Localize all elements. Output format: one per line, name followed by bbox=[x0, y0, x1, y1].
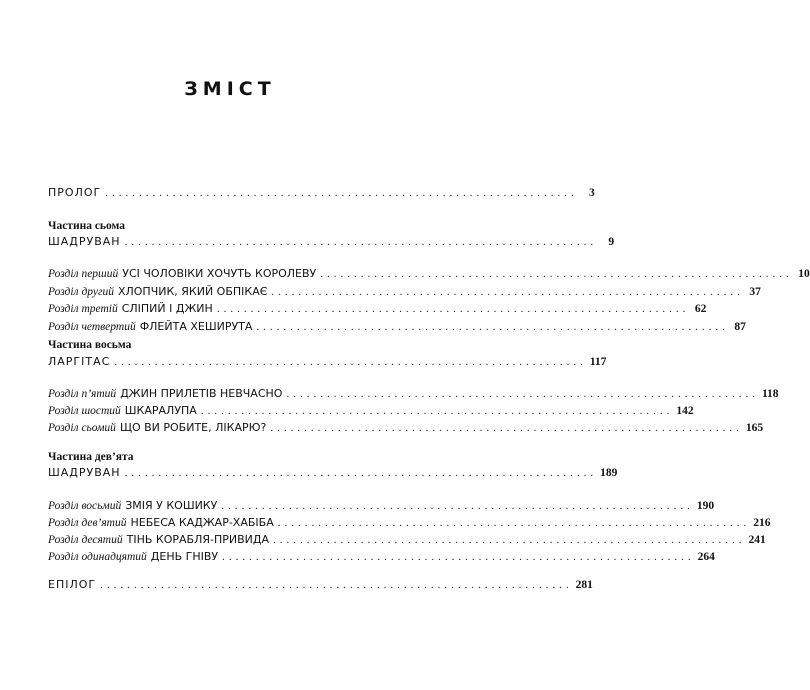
page-number: 216 bbox=[753, 517, 771, 529]
entry-title: ШАДРУВАН bbox=[48, 235, 121, 248]
page-number: 165 bbox=[745, 422, 764, 434]
page-number: 190 bbox=[696, 500, 715, 512]
entry-title: СЛІПИЙ І ДЖИН bbox=[121, 302, 213, 315]
entry-title: ЛАРГІТАС bbox=[48, 355, 111, 368]
entry-title: ЕПІЛОГ bbox=[48, 578, 97, 591]
leader-dots: ...................................................................... bbox=[216, 303, 690, 315]
leader-dots: ...................................................................... bbox=[286, 388, 759, 400]
part-label: Частина восьма bbox=[48, 339, 132, 351]
entry-title: УСІ ЧОЛОВІКИ ХОЧУТЬ КОРОЛЕВУ bbox=[122, 267, 317, 280]
toc-entry-chapter[interactable] bbox=[48, 513, 771, 529]
toc-entry-part-head[interactable] bbox=[48, 232, 615, 248]
toc-entry-prologue[interactable] bbox=[48, 183, 595, 199]
toc-entry-epilogue[interactable] bbox=[48, 575, 593, 591]
chapter-prefix: Розділ восьмий bbox=[48, 500, 122, 512]
chapter-prefix: Розділ п’ятий bbox=[48, 388, 117, 400]
page-number: 281 bbox=[575, 579, 593, 591]
entry-title: ШКАРАЛУПА bbox=[124, 404, 197, 417]
page-title: ЗМІСТ bbox=[184, 78, 276, 100]
entry-title: ШАДРУВАН bbox=[48, 466, 121, 479]
leader-dots: ...................................................................... bbox=[277, 517, 751, 529]
chapter-prefix: Розділ одинадцятий bbox=[48, 551, 147, 563]
leader-dots: ...................................................................... bbox=[271, 286, 744, 298]
toc-entry-chapter[interactable] bbox=[48, 299, 707, 315]
chapter-prefix: Розділ сьомий bbox=[48, 422, 116, 434]
toc-entry-chapter[interactable] bbox=[48, 282, 761, 298]
leader-dots: ...................................................................... bbox=[273, 534, 746, 546]
page-number: 264 bbox=[697, 551, 715, 563]
chapter-prefix: Розділ другий bbox=[48, 286, 114, 298]
part-label: Частина дев’ята bbox=[48, 451, 134, 463]
page-number: 3 bbox=[588, 187, 595, 199]
entry-title: ДЖИН ПРИЛЕТІВ НЕВЧАСНО bbox=[120, 387, 283, 400]
page-number: 118 bbox=[761, 388, 779, 400]
toc-entry-part-head[interactable] bbox=[48, 463, 618, 479]
leader-dots: ...................................................................... bbox=[105, 187, 578, 199]
leader-dots: ...................................................................... bbox=[256, 321, 729, 333]
toc-entry-part-head[interactable] bbox=[48, 352, 607, 368]
page-number: 241 bbox=[748, 534, 766, 546]
part-label: Частина сьома bbox=[48, 220, 126, 232]
toc-entry-chapter[interactable] bbox=[48, 530, 766, 546]
toc-entry-chapter[interactable] bbox=[48, 384, 779, 400]
page-number: 10 bbox=[798, 268, 810, 280]
leader-dots: ...................................................................... bbox=[100, 579, 573, 591]
chapter-prefix: Розділ дев’ятий bbox=[48, 517, 127, 529]
chapter-prefix: Розділ третій bbox=[48, 303, 118, 315]
entry-title: ПРОЛОГ bbox=[48, 186, 102, 199]
entry-title: ЗМІЯ У КОШИКУ bbox=[125, 499, 218, 512]
toc-entry-chapter[interactable] bbox=[48, 496, 715, 512]
entry-title: ФЛЕЙТА ХЕШИРУТА bbox=[139, 320, 253, 333]
leader-dots: ...................................................................... bbox=[124, 236, 598, 248]
leader-dots: ...................................................................... bbox=[222, 551, 695, 563]
toc-entry-chapter[interactable] bbox=[48, 547, 715, 563]
entry-title: ДЕНЬ ГНІВУ bbox=[150, 550, 219, 563]
leader-dots: ...................................................................... bbox=[320, 268, 793, 280]
leader-dots: ...................................................................... bbox=[124, 467, 598, 479]
leader-dots: ...................................................................... bbox=[270, 422, 743, 434]
toc-entry-chapter[interactable] bbox=[48, 401, 694, 417]
toc-entry-chapter[interactable] bbox=[48, 418, 764, 434]
leader-dots: ...................................................................... bbox=[114, 356, 587, 368]
entry-title: ТІНЬ КОРАБЛЯ-ПРИВИДА bbox=[126, 533, 269, 546]
entry-title: НЕБЕСА КАДЖАР-ХАБІБА bbox=[130, 516, 274, 529]
entry-title: ХЛОПЧИК, ЯКИЙ ОБПІКАЄ bbox=[117, 285, 268, 298]
chapter-prefix: Розділ шостий bbox=[48, 405, 121, 417]
page-number: 87 bbox=[734, 321, 746, 333]
chapter-prefix: Розділ десятий bbox=[48, 534, 123, 546]
page-number: 9 bbox=[608, 236, 615, 248]
toc-entry-chapter[interactable] bbox=[48, 317, 746, 333]
chapter-prefix: Розділ перший bbox=[48, 268, 119, 280]
leader-dots: ...................................................................... bbox=[221, 500, 694, 512]
page-number: 117 bbox=[589, 356, 607, 368]
chapter-prefix: Розділ четвертий bbox=[48, 321, 136, 333]
page-number: 189 bbox=[600, 467, 618, 479]
toc-entry-chapter[interactable] bbox=[48, 264, 810, 280]
page-number: 62 bbox=[694, 303, 707, 315]
page-number: 142 bbox=[676, 405, 694, 417]
page-number: 37 bbox=[749, 286, 761, 298]
leader-dots: ...................................................................... bbox=[200, 405, 674, 417]
entry-title: ЩО ВИ РОБИТЕ, ЛІКАРЮ? bbox=[119, 421, 267, 434]
